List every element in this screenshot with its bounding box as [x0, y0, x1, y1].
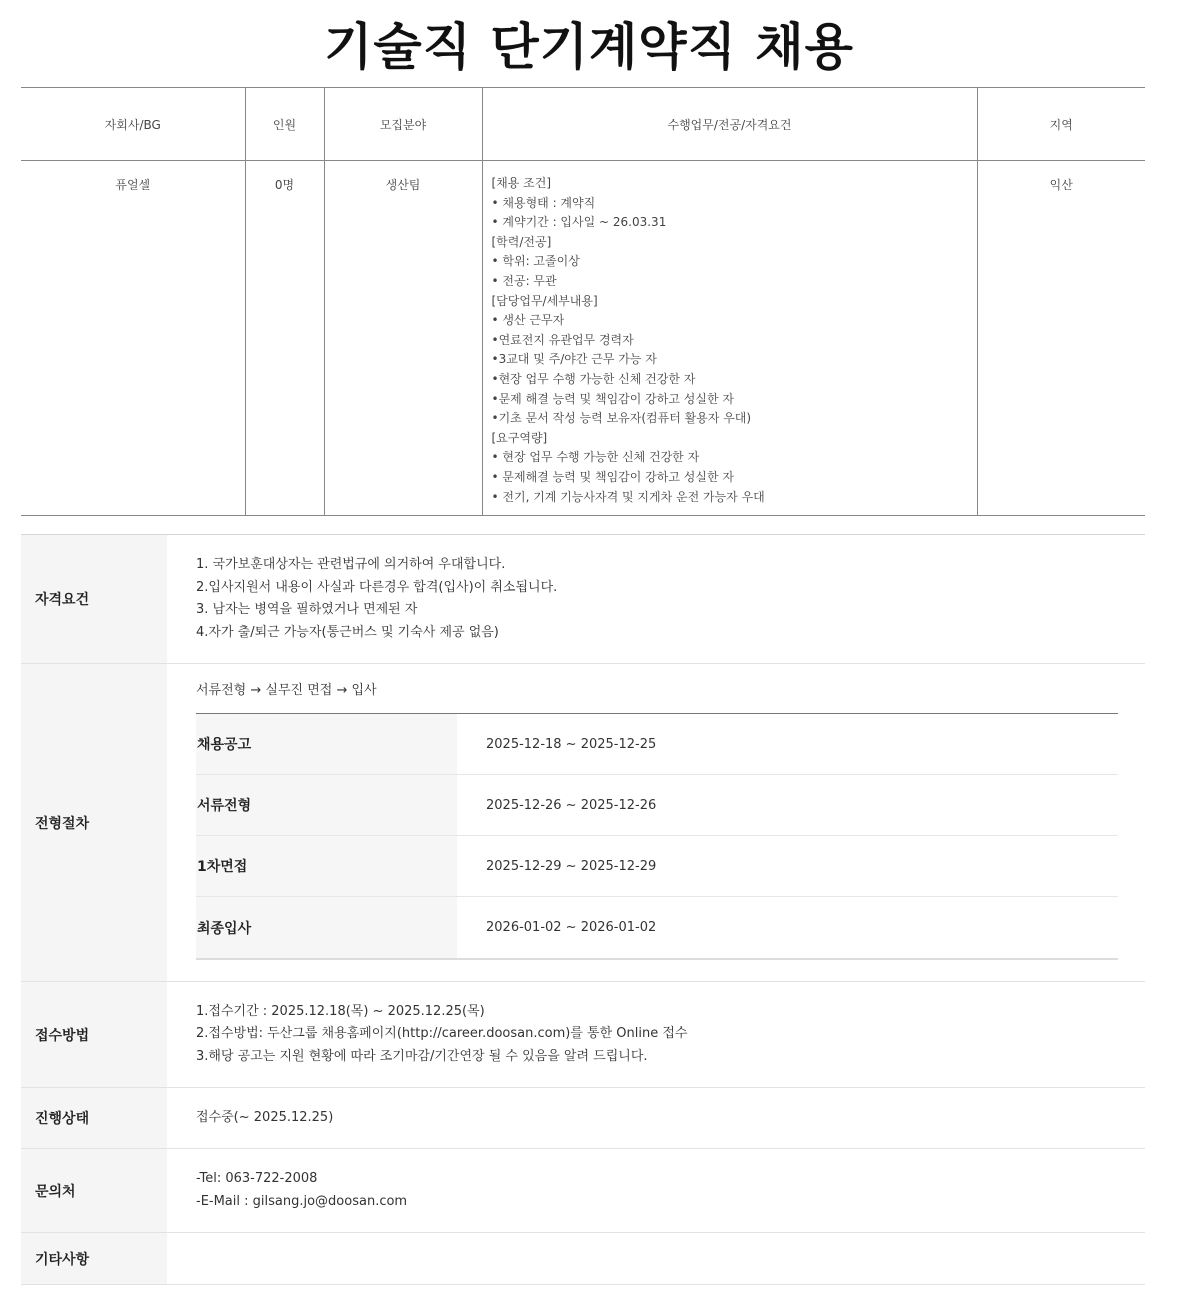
etc-row [21, 1233, 1145, 1285]
etc-content [167, 1233, 1145, 1284]
process-flow: 서류전형 → 실무진 면접 → 입사 [196, 664, 1118, 714]
header-company: 자회사/BG [21, 88, 245, 161]
process-step-name: 채용공고 [196, 714, 457, 774]
duty-line: • 현장 업무 수행 가능한 신체 건강한 자 [491, 450, 700, 465]
status-content [167, 1088, 1145, 1148]
duty-line: •3교대 및 주/야간 근무 가능 자 [491, 352, 657, 367]
qualification-line: 1. 국가보훈대상자는 관련법규에 의거하여 우대합니다. [196, 557, 506, 572]
duty-line: • 문제해결 능력 및 책임감이 강하고 성실한 자 [491, 469, 734, 484]
duty-line: • 학위: 고졸이상 [491, 254, 580, 269]
status-row [21, 1088, 1145, 1149]
duty-line: [학력/전공] [491, 234, 552, 249]
process-step-date: 2025-12-18 ~ 2025-12-25 [486, 736, 657, 752]
process-schedule-table [196, 714, 1118, 960]
application-line: 3.해당 공고는 지원 현황에 따라 조기마감/기간연장 될 수 있음을 알려 드립니다. [196, 1048, 648, 1064]
job-table-row [21, 161, 1145, 516]
duty-line: • 전공: 무관 [491, 273, 557, 288]
application-content [167, 982, 1145, 1087]
contact-label: 문의처 [21, 1149, 167, 1232]
qualification-line: 3. 남자는 병역을 필하였거나 면제된 자 [196, 602, 418, 617]
qualification-line: 2.입사지원서 내용이 사실과 다른경우 합격(입사)이 취소됩니다. [196, 579, 558, 595]
process-step-name: 1차면접 [196, 836, 457, 896]
process-step-name: 서류전형 [196, 775, 457, 835]
process-row [21, 664, 1145, 982]
duty-line: • 채용형태 : 계약직 [491, 195, 596, 210]
duty-line: • 생산 근무자 [491, 313, 565, 328]
header-field: 모집분야 [324, 88, 482, 161]
duty-line: •기초 문서 작성 능력 보유자(컴퓨터 활용자 우대) [491, 411, 752, 426]
cell-region: 익산 [977, 161, 1145, 516]
application-line: 1.접수기간 : 2025.12.18(목) ~ 2025.12.25(목) [196, 1003, 485, 1019]
cell-field: 생산팀 [324, 161, 482, 516]
application-row [21, 982, 1145, 1088]
process-step-date: 2025-12-26 ~ 2025-12-26 [486, 797, 657, 813]
duty-line: [요구역량] [491, 430, 548, 445]
qualification-label: 자격요건 [21, 535, 167, 663]
qualification-line: 4.자가 출/퇴근 가능자(통근버스 및 기숙사 제공 없음) [196, 624, 499, 640]
cell-duties [482, 161, 977, 516]
header-region: 지역 [977, 88, 1145, 161]
duty-line: • 전기, 기계 기능사자격 및 지게차 운전 가능자 우대 [491, 489, 765, 504]
duty-line: •연료전지 유관업무 경력자 [491, 332, 634, 347]
process-step-row [196, 775, 1118, 836]
process-step-name: 최종입사 [196, 897, 457, 958]
contact-row [21, 1149, 1145, 1233]
status-value: 접수중(~ 2025.12.25) [196, 1109, 334, 1125]
status-label: 진행상태 [21, 1088, 167, 1148]
job-table-header-row [21, 88, 1145, 161]
header-duties: 수행업무/전공/자격요건 [482, 88, 977, 161]
contact-phone: -Tel: 063-722-2008 [196, 1171, 318, 1186]
process-step-row [196, 836, 1118, 897]
qualification-row [21, 535, 1145, 664]
contact-content [167, 1149, 1145, 1232]
application-line: 2.접수방법: 두산그룹 채용홈페이지(http://career.doosan.com)를 통한 Online 접수 [196, 1026, 688, 1042]
job-table [21, 87, 1145, 516]
duty-line: • 계약기간 : 입사일 ~ 26.03.31 [491, 215, 667, 230]
detail-table [21, 534, 1145, 1285]
process-step-row [196, 714, 1118, 775]
process-label: 전형절차 [21, 664, 167, 981]
process-step-date: 2025-12-29 ~ 2025-12-29 [486, 858, 657, 874]
etc-label: 기타사항 [21, 1233, 167, 1284]
contact-email: -E-Mail : gilsang.jo@doosan.com [196, 1193, 408, 1209]
qualification-content [167, 535, 1145, 663]
process-step-date: 2026-01-02 ~ 2026-01-02 [486, 920, 657, 935]
page-title: 기술직 단기계약직 채용 [324, 18, 854, 76]
duty-line: [채용 조건] [491, 176, 552, 190]
cell-headcount: 0명 [245, 161, 324, 516]
header-headcount: 인원 [245, 88, 324, 161]
duty-line: •문제 해결 능력 및 책임감이 강하고 성실한 자 [491, 391, 734, 406]
duty-line: [담당업무/세부내용] [491, 293, 598, 308]
duty-line: •현장 업무 수행 가능한 신체 건강한 자 [491, 371, 696, 386]
application-label: 접수방법 [21, 982, 167, 1087]
process-content [167, 664, 1145, 981]
process-step-row [196, 897, 1118, 958]
cell-company: 퓨얼셀 [21, 161, 245, 516]
